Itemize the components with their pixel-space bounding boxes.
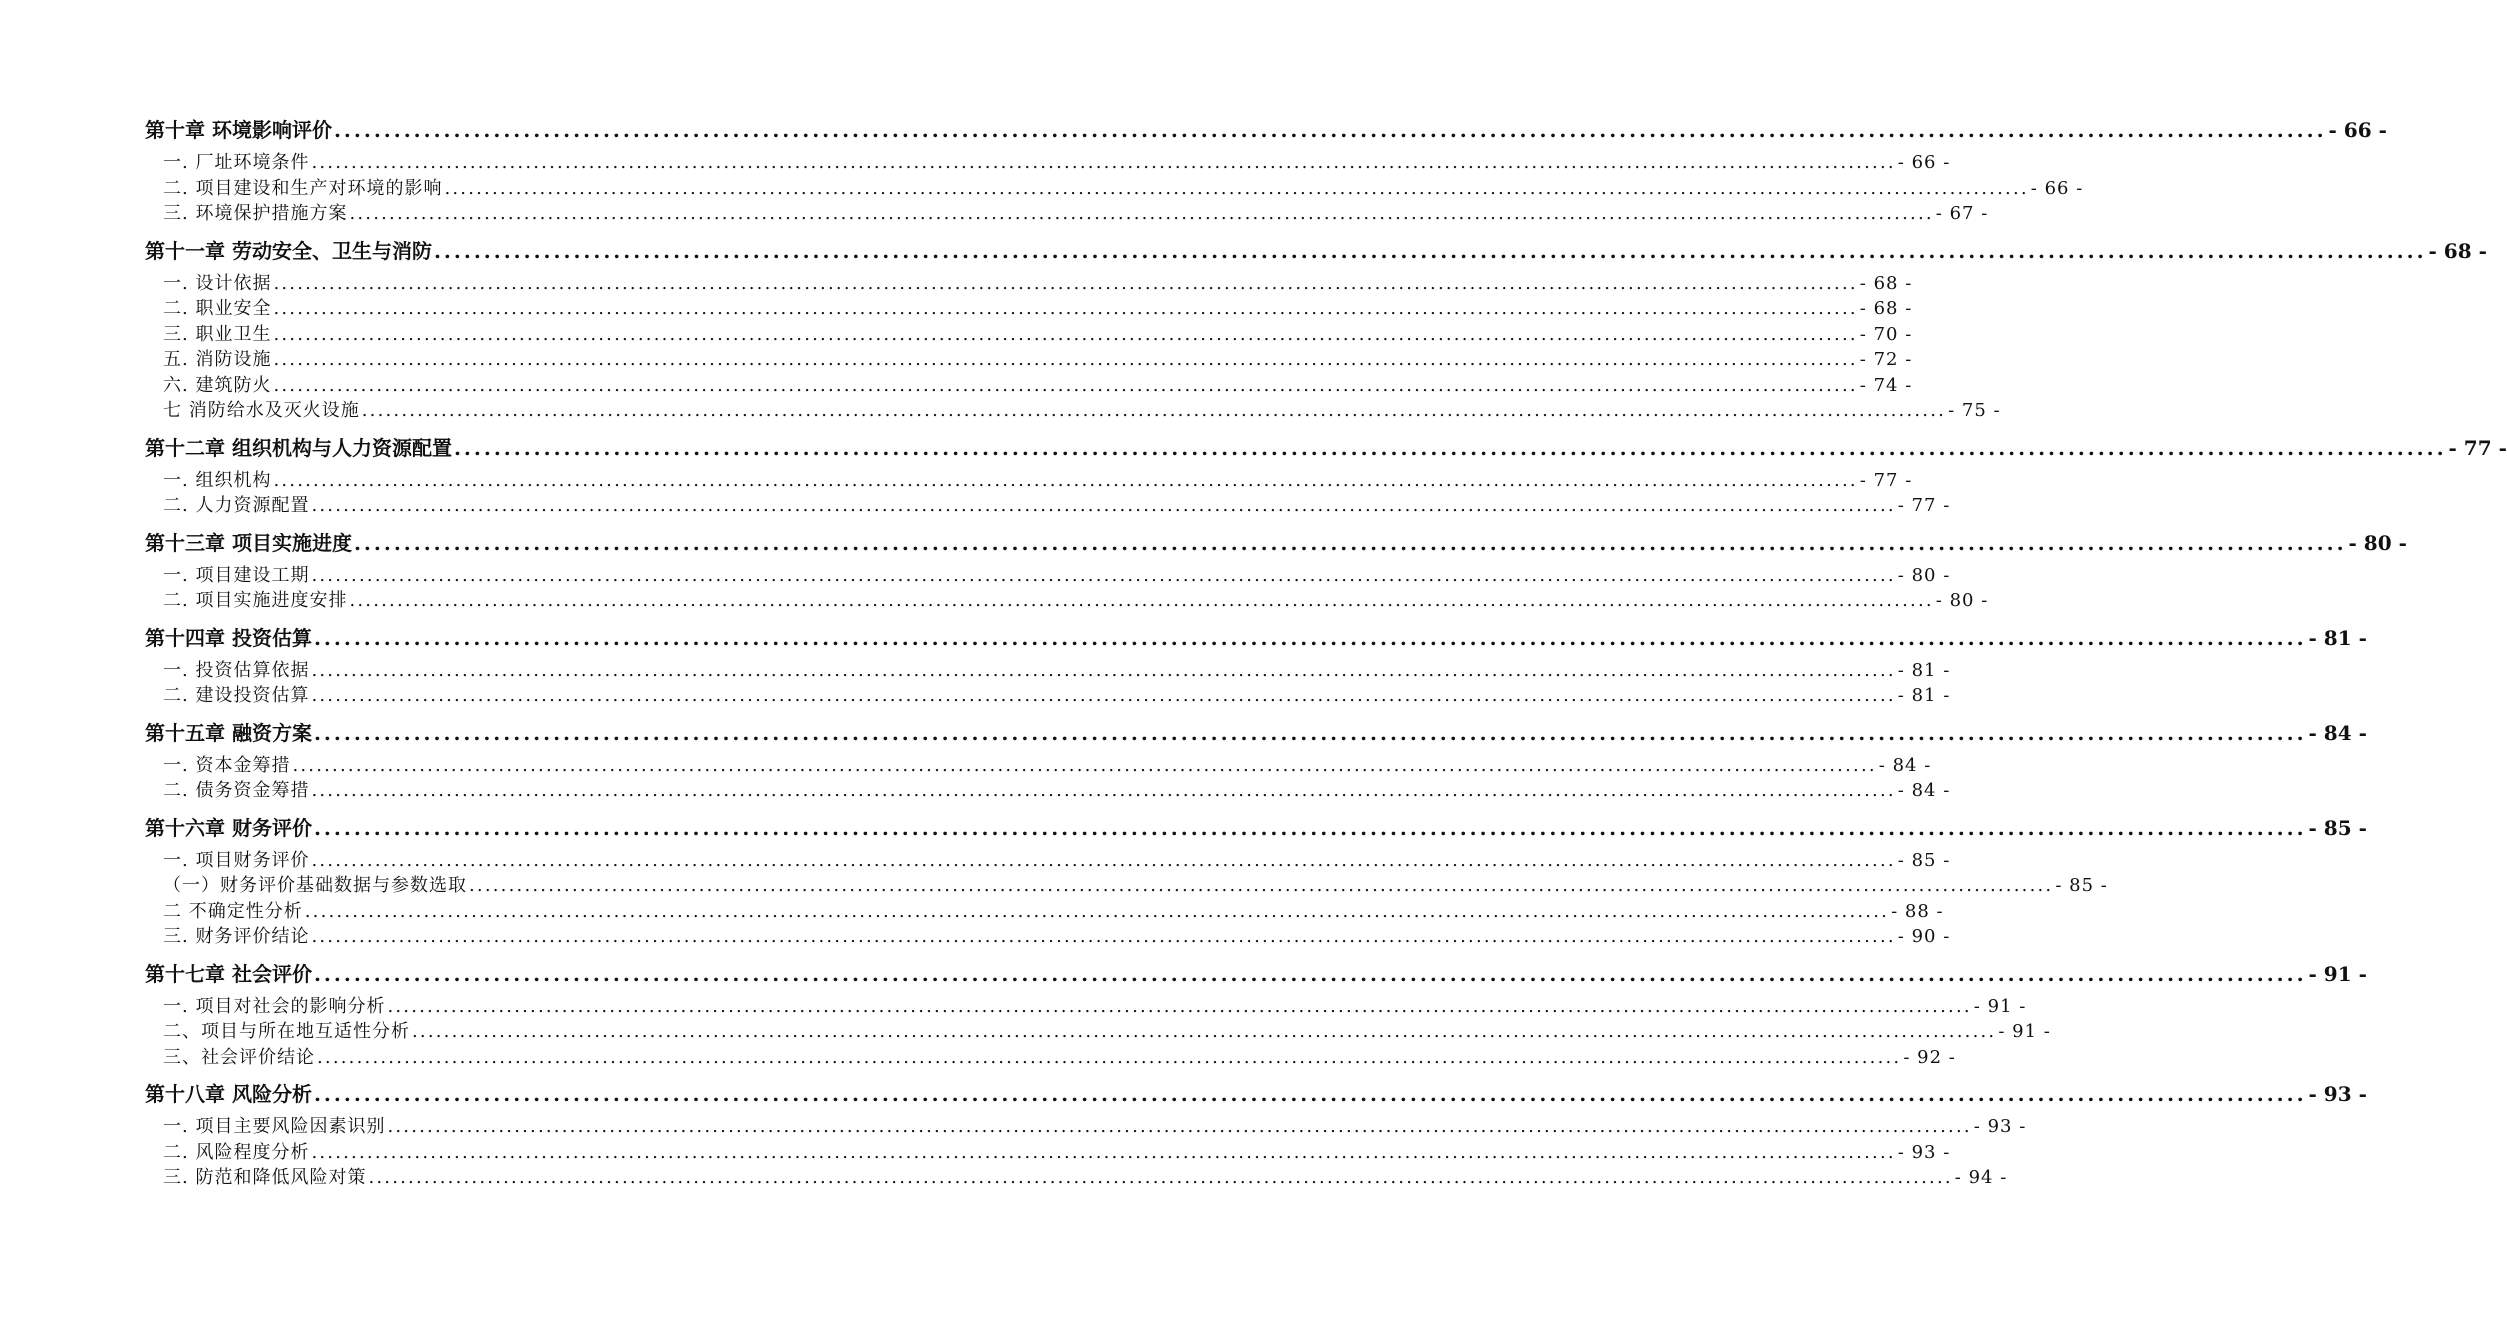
toc-section-entry[interactable] bbox=[145, 1163, 2008, 1189]
toc-section-entry[interactable] bbox=[145, 561, 1951, 587]
toc-leader-dots: ........................................................................................................................................................................................................ bbox=[273, 349, 1858, 370]
toc-page-number: - 91 - bbox=[1973, 995, 2027, 1017]
toc-section-entry[interactable] bbox=[145, 491, 1951, 517]
toc-leader-dots: ........................................................................................................................................................................................................ bbox=[317, 1046, 1902, 1068]
toc-leader-dots: ........................................................................................................................................................................................................ bbox=[311, 685, 1896, 706]
toc-section-entry[interactable] bbox=[145, 466, 1913, 492]
toc-page-number: - 85 - bbox=[2308, 815, 2367, 840]
toc-page-number: - 84 - bbox=[1878, 754, 1932, 776]
toc-chapter-entry[interactable] bbox=[145, 432, 2507, 466]
toc-entry-title: 三、社会评价结论 bbox=[163, 1046, 315, 1068]
toc-entry-title: 二. 项目实施进度安排 bbox=[163, 590, 348, 611]
toc-chapter-entry[interactable] bbox=[145, 958, 2367, 992]
toc-leader-dots: ........................................................................................................................................................................................................ bbox=[311, 1141, 1896, 1163]
toc-page-number: - 68 - bbox=[1859, 272, 1913, 294]
toc-entry-title: 一. 组织机构 bbox=[163, 469, 272, 491]
toc-entry-title: 二. 人力资源配置 bbox=[163, 495, 310, 516]
toc-section-entry[interactable] bbox=[145, 1112, 2027, 1138]
toc-section-entry[interactable] bbox=[145, 681, 1951, 707]
toc-entry-title: 一. 项目主要风险因素识别 bbox=[163, 1116, 386, 1137]
toc-entry-title: 第十一章 劳动安全、卫生与消防 bbox=[145, 238, 432, 263]
toc-leader-dots: ........................................................................................................................................................................................................ bbox=[353, 530, 2347, 555]
toc-leader-dots: ........................................................................................................................................................................................................ bbox=[361, 400, 1947, 421]
toc-page-number: - 66 - bbox=[2328, 118, 2387, 142]
table-of-contents bbox=[145, 114, 2507, 1189]
toc-leader-dots: ........................................................................................................................................................................................................ bbox=[311, 780, 1896, 801]
toc-entry-title: 七 消防给水及灭火设施 bbox=[163, 400, 360, 421]
toc-section-entry[interactable] bbox=[145, 846, 1951, 872]
toc-leader-dots: ........................................................................................................................................................................................................ bbox=[444, 177, 2029, 199]
toc-entry-title: 二. 债务资金筹措 bbox=[163, 780, 310, 801]
toc-section-entry[interactable] bbox=[145, 897, 1944, 923]
toc-page-number: - 77 - bbox=[2448, 435, 2507, 460]
toc-entry-title: 三. 防范和降低风险对策 bbox=[163, 1167, 367, 1188]
toc-entry-title: 二. 建设投资估算 bbox=[163, 685, 310, 706]
toc-leader-dots: ........................................................................................................................................................................................................ bbox=[469, 875, 2054, 896]
toc-page-number: - 66 - bbox=[1897, 152, 1951, 173]
toc-section-entry[interactable] bbox=[145, 269, 1913, 295]
toc-leader-dots: ........................................................................................................................................................................................................ bbox=[311, 152, 1896, 173]
toc-page-number: - 67 - bbox=[1935, 203, 1989, 224]
toc-page-number: - 93 - bbox=[1897, 1141, 1951, 1163]
toc-page-number: - 85 - bbox=[2055, 875, 2108, 896]
toc-page-number: - 81 - bbox=[1897, 685, 1951, 706]
toc-leader-dots: ........................................................................................................................................................................................................ bbox=[273, 374, 1858, 396]
toc-page-number: - 66 - bbox=[2030, 177, 2084, 199]
toc-page-number: - 77 - bbox=[1897, 495, 1951, 516]
toc-leader-dots: ........................................................................................................................................................................................................ bbox=[387, 995, 1972, 1017]
toc-entry-title: 第十六章 财务评价 bbox=[145, 815, 312, 840]
toc-page-number: - 74 - bbox=[1859, 374, 1913, 396]
toc-entry-title: 第十七章 社会评价 bbox=[145, 961, 312, 986]
toc-entry-title: 一. 投资估算依据 bbox=[163, 659, 310, 681]
toc-page-number: - 92 - bbox=[1903, 1046, 1956, 1068]
toc-chapter-entry[interactable] bbox=[145, 527, 2407, 561]
toc-page-number: - 91 - bbox=[2308, 961, 2367, 986]
toc-page-number: - 88 - bbox=[1891, 900, 1944, 922]
toc-section-entry[interactable] bbox=[145, 656, 1951, 682]
toc-page-number: - 90 - bbox=[1897, 926, 1951, 947]
toc-section-entry[interactable] bbox=[145, 586, 1989, 612]
toc-page-number: - 80 - bbox=[1897, 564, 1951, 586]
toc-page-number: - 68 - bbox=[2428, 238, 2487, 263]
toc-page-number: - 84 - bbox=[2308, 720, 2367, 745]
toc-entry-title: 第十五章 融资方案 bbox=[145, 720, 312, 745]
toc-section-entry[interactable] bbox=[145, 345, 1913, 371]
toc-page-number: - 81 - bbox=[1897, 659, 1951, 681]
toc-section-entry[interactable] bbox=[145, 1017, 2051, 1043]
toc-section-entry[interactable] bbox=[145, 320, 1913, 346]
toc-section-entry[interactable] bbox=[145, 294, 1913, 320]
toc-leader-dots: ........................................................................................................................................................................................................ bbox=[313, 625, 2307, 650]
toc-leader-dots: ........................................................................................................................................................................................................ bbox=[349, 590, 1934, 611]
toc-page-number: - 91 - bbox=[1998, 1021, 2051, 1042]
toc-leader-dots: ........................................................................................................................................................................................................ bbox=[333, 118, 2327, 142]
toc-section-entry[interactable] bbox=[145, 148, 1951, 174]
toc-entry-title: 一. 项目财务评价 bbox=[163, 849, 310, 871]
toc-section-entry[interactable] bbox=[145, 776, 1951, 802]
toc-entry-title: 二、项目与所在地互适性分析 bbox=[163, 1021, 410, 1042]
toc-section-entry[interactable] bbox=[145, 174, 2084, 200]
toc-chapter-entry[interactable] bbox=[145, 812, 2367, 846]
toc-leader-dots: ........................................................................................................................................................................................................ bbox=[304, 900, 1890, 922]
toc-section-entry[interactable] bbox=[145, 922, 1951, 948]
toc-section-entry[interactable] bbox=[145, 1138, 1951, 1164]
toc-page-number: - 70 - bbox=[1859, 323, 1913, 345]
toc-leader-dots: ........................................................................................................................................................................................................ bbox=[313, 720, 2307, 745]
toc-leader-dots: ........................................................................................................................................................................................................ bbox=[453, 435, 2447, 460]
toc-entry-title: 一. 项目建设工期 bbox=[163, 564, 310, 586]
toc-chapter-entry[interactable] bbox=[145, 717, 2367, 751]
toc-leader-dots: ........................................................................................................................................................................................................ bbox=[273, 469, 1858, 491]
toc-leader-dots: ........................................................................................................................................................................................................ bbox=[311, 849, 1896, 871]
toc-page-number: - 77 - bbox=[1859, 469, 1913, 491]
toc-entry-title: 第十章 环境影响评价 bbox=[145, 118, 332, 142]
toc-entry-title: 二. 职业安全 bbox=[163, 298, 272, 319]
toc-entry-title: 五. 消防设施 bbox=[163, 349, 272, 370]
toc-leader-dots: ........................................................................................................................................................................................................ bbox=[273, 272, 1858, 294]
toc-section-entry[interactable] bbox=[145, 396, 2001, 422]
toc-leader-dots: ........................................................................................................................................................................................................ bbox=[313, 961, 2307, 986]
toc-leader-dots: ........................................................................................................................................................................................................ bbox=[311, 564, 1896, 586]
toc-entry-title: 第十二章 组织机构与人力资源配置 bbox=[145, 435, 452, 460]
toc-entry-title: 三. 环境保护措施方案 bbox=[163, 203, 348, 224]
toc-section-entry[interactable] bbox=[145, 371, 1913, 397]
toc-leader-dots: ........................................................................................................................................................................................................ bbox=[311, 495, 1896, 516]
toc-leader-dots: ........................................................................................................................................................................................................ bbox=[412, 1021, 1997, 1042]
toc-page-number: - 75 - bbox=[1948, 400, 2001, 421]
toc-page-number: - 81 - bbox=[2308, 625, 2367, 650]
toc-entry-title: 二. 项目建设和生产对环境的影响 bbox=[163, 177, 443, 199]
toc-leader-dots: ........................................................................................................................................................................................................ bbox=[273, 323, 1858, 345]
toc-chapter-entry[interactable] bbox=[145, 622, 2367, 656]
toc-section-entry[interactable] bbox=[145, 751, 1932, 777]
toc-leader-dots: ........................................................................................................................................................................................................ bbox=[292, 754, 1877, 776]
toc-page-number: - 80 - bbox=[2348, 530, 2407, 555]
toc-entry-title: 第十八章 风险分析 bbox=[145, 1082, 312, 1106]
toc-leader-dots: ........................................................................................................................................................................................................ bbox=[313, 815, 2307, 840]
toc-entry-title: 第十三章 项目实施进度 bbox=[145, 530, 352, 555]
toc-page-number: - 68 - bbox=[1859, 298, 1913, 319]
toc-page-number: - 84 - bbox=[1897, 780, 1951, 801]
toc-page-number: - 93 - bbox=[1973, 1116, 2027, 1137]
toc-leader-dots: ........................................................................................................................................................................................................ bbox=[273, 298, 1858, 319]
toc-page-number: - 93 - bbox=[2308, 1082, 2367, 1106]
toc-page-number: - 94 - bbox=[1954, 1167, 2008, 1188]
toc-leader-dots: ........................................................................................................................................................................................................ bbox=[311, 926, 1896, 947]
toc-entry-title: 二 不确定性分析 bbox=[163, 900, 303, 922]
toc-chapter-entry[interactable] bbox=[145, 1078, 2367, 1112]
toc-chapter-entry[interactable] bbox=[145, 114, 2387, 148]
toc-section-entry[interactable] bbox=[145, 199, 1989, 225]
toc-entry-title: （一）财务评价基础数据与参数选取 bbox=[163, 875, 467, 896]
toc-page-number: - 72 - bbox=[1859, 349, 1913, 370]
toc-page-number: - 80 - bbox=[1935, 590, 1989, 611]
toc-leader-dots: ........................................................................................................................................................................................................ bbox=[433, 238, 2427, 263]
toc-entry-title: 二. 风险程度分析 bbox=[163, 1141, 310, 1163]
toc-entry-title: 一. 设计依据 bbox=[163, 272, 272, 294]
toc-entry-title: 一. 资本金筹措 bbox=[163, 754, 291, 776]
toc-entry-title: 三. 财务评价结论 bbox=[163, 926, 310, 947]
toc-section-entry[interactable] bbox=[145, 871, 2108, 897]
toc-leader-dots: ........................................................................................................................................................................................................ bbox=[368, 1167, 1953, 1188]
toc-section-entry[interactable] bbox=[145, 992, 2027, 1018]
toc-section-entry[interactable] bbox=[145, 1043, 1956, 1069]
toc-leader-dots: ........................................................................................................................................................................................................ bbox=[349, 203, 1934, 224]
toc-entry-title: 三. 职业卫生 bbox=[163, 323, 272, 345]
toc-leader-dots: ........................................................................................................................................................................................................ bbox=[387, 1116, 1972, 1137]
toc-entry-title: 一. 项目对社会的影响分析 bbox=[163, 995, 386, 1017]
toc-leader-dots: ........................................................................................................................................................................................................ bbox=[313, 1082, 2307, 1106]
toc-chapter-entry[interactable] bbox=[145, 235, 2487, 269]
toc-page-number: - 85 - bbox=[1897, 849, 1951, 871]
toc-entry-title: 一. 厂址环境条件 bbox=[163, 152, 310, 173]
toc-entry-title: 第十四章 投资估算 bbox=[145, 625, 312, 650]
toc-entry-title: 六. 建筑防火 bbox=[163, 374, 272, 396]
toc-leader-dots: ........................................................................................................................................................................................................ bbox=[311, 659, 1896, 681]
